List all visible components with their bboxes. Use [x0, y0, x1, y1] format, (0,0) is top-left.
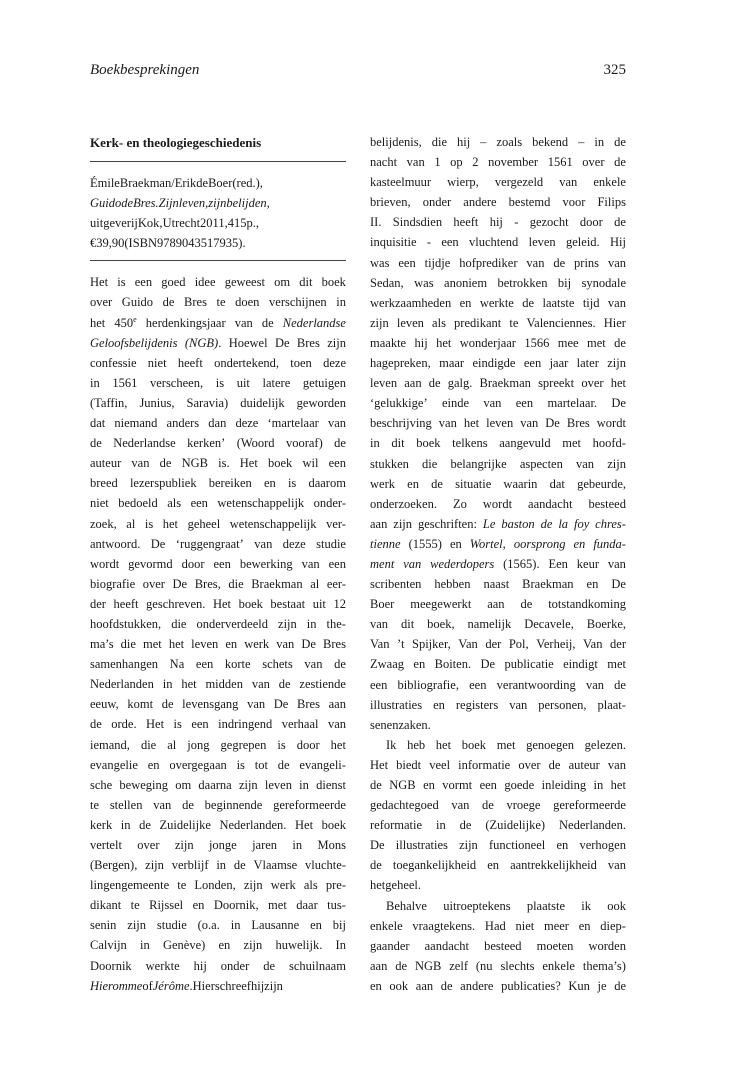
- text-line: Nederlanden in het midden van de zestiende: [90, 677, 346, 692]
- text-line: sen en zaken.: [370, 717, 431, 732]
- text-line: werkzaamheden en werkte de laatste tijd van: [370, 295, 626, 310]
- text-line: van dit boek, namelijk Decavele, Boerke,: [370, 617, 626, 632]
- text-line: iemand, die al jong gegrepen is door het: [90, 737, 346, 752]
- text-line: Hieromme of Jérôme. Hier schreef hij zijn: [90, 978, 283, 993]
- right-column: [370, 132, 626, 996]
- text-line: ment van wederdopers (1565). Een keur van: [370, 556, 626, 571]
- text-line: uitgeverij Kok, Utrecht 2011, 415 p.,: [90, 216, 259, 231]
- text-line: de Nederlandse kerken’ (Woord vooraf) de: [90, 436, 346, 451]
- text-line: Sedan, was anoniem betrokken bij synodale: [370, 275, 626, 290]
- text-line: hoofdstukken, die onderverdeeld zijn in the-: [90, 616, 346, 631]
- text-line: scribenten hebben naast Braekman en De: [370, 577, 626, 592]
- text-line: der heeft geschreven. Het boek bestaat uit 12: [90, 596, 346, 611]
- text-line: eeuw, komt de levensgang van De Bres aan: [90, 697, 346, 712]
- left-column-body: [90, 272, 346, 995]
- text-line: de toegankelijkheid en aantrekkelijkheid van: [370, 858, 626, 873]
- section-heading: Kerk- en theologiegeschiedenis: [90, 135, 262, 150]
- left-column: [90, 132, 346, 996]
- text-line: Het is een goed idee geweest om dit boek: [90, 275, 346, 290]
- page-number: 325: [603, 62, 626, 78]
- text-line: stukken die belangrijke aspecten van zijn: [370, 456, 626, 471]
- text-line: gedachtegoed van de vroege gereformeerde: [370, 798, 626, 813]
- text-line: maakte hij het wonderjaar 1566 mee met de: [370, 335, 626, 350]
- text-line: reformatie in de (Zuidelijke) Nederlanden.: [370, 818, 626, 833]
- text-line: Émile Braekman / Erik de Boer (red.),: [90, 176, 263, 190]
- text-line: enkele vraagtekens. Had niet meer en diep-: [370, 918, 626, 933]
- text-line: € 39,90 (ISBN 9789043517935).: [90, 236, 246, 251]
- rule-bottom: [90, 260, 346, 261]
- text-line: Zwaag en Boiten. De publicatie eindigt met: [370, 657, 626, 672]
- text-line: zijn leven als predikant te Valenciennes. Hier: [370, 315, 626, 330]
- text-line: aan zijn geschriften: Le baston de la foy chres-: [370, 516, 626, 531]
- text-line: het geheel.: [370, 878, 422, 893]
- text-line: onderzoeken. Zo wordt aandacht besteed: [370, 496, 626, 511]
- text-line: brieven, onder andere bestemd voor Filips: [370, 195, 626, 210]
- text-line: leven aan de galg. Braekman spreekt over het: [370, 376, 626, 391]
- text-line: kerk in de Zuidelijke Nederlanden. Het boek: [90, 817, 346, 832]
- text-line: te stellen van de beginnende gereformeerde: [90, 797, 346, 812]
- text-line: dat niemand anders dan deze ‘martelaar van: [90, 416, 346, 431]
- text-line: confessie niet heeft ondertekend, toen deze: [90, 355, 346, 370]
- text-line: werk en de situatie waarin dat gebeurde,: [370, 476, 626, 491]
- text-line: Doornik werkte hij onder de schuilnaam: [90, 958, 346, 973]
- text-line: antwoord. De ‘ruggengraat’ van deze studie: [90, 536, 346, 551]
- running-head: [0, 62, 738, 86]
- text-line: dikant te Rijssel en Doornik, met daar tus-: [90, 898, 346, 913]
- text-line: senin zijn studie (o.a. in Lausanne en bij: [90, 918, 346, 933]
- text-line: niet bedoeld als een wetenschappelijk onder-: [90, 496, 346, 511]
- text-line: in dit boek telkens aangevuld met hoofd-: [370, 436, 626, 451]
- text-line: vertelt over zijn jonge jaren in Mons: [90, 838, 346, 852]
- text-line: Calvijn in Genève) en zijn huwelijk. In: [90, 938, 346, 953]
- text-line: tienne (1555) en Wortel, oorsprong en funda-: [370, 536, 626, 551]
- text-line: was een tijdje hofprediker van de prins van: [370, 255, 626, 270]
- text-line: inquisitie - een vluchtend leven geleid. Hij: [370, 235, 626, 250]
- text-line: wordt gevormd door een bewerking van een: [90, 556, 346, 571]
- text-line: De illustraties zijn functioneel en verhogen: [370, 838, 626, 853]
- text-line: kasteelmuur wierp, vergezeld van enkele: [370, 175, 626, 190]
- text-line: auteur van de NGB is. Het boek wil een: [90, 456, 346, 471]
- text-line: Guido de Bres. Zijn leven, zijn belijden,: [90, 196, 270, 211]
- text-line: lingengemeente te Londen, zijn werk als pre-: [90, 878, 346, 893]
- text-line: (Taffin, Junius, Saravia) duidelijk geworden: [90, 395, 346, 410]
- text-line: een bibliografie, een verantwoording van de: [370, 677, 626, 692]
- text-line: over Guido de Bres te doen verschijnen in: [90, 295, 346, 310]
- text-line: de NGB en vormt een goede inleiding in het: [370, 778, 626, 792]
- text-line: beschrijving van het leven van De Bres wordt: [370, 416, 626, 431]
- text-line: sche beweging om daarna zijn leven in dienst: [90, 777, 346, 792]
- text-line: Behalve uitroeptekens plaatste ik ook: [386, 898, 626, 913]
- text-line: aan de NGB zelf (nu slechts enkele thema’s): [370, 958, 626, 973]
- text-line: illustraties en registers van personen, plaat-: [370, 697, 626, 712]
- text-line: ma’s die met het leven en werk van De Bres: [90, 637, 346, 652]
- text-line: nacht van 1 op 2 november 1561 over de: [370, 155, 626, 170]
- text-line: evangelie en overgegaan is tot de evangeli-: [90, 757, 346, 772]
- text-line: Ik heb het boek met genoegen gelezen.: [386, 737, 626, 752]
- text-line: de orde. Het is een indringend verhaal van: [90, 717, 346, 732]
- text-line: en ook aan de andere publicaties? Kun je de: [370, 978, 626, 993]
- text-line: zoek, al is het geheel wetenschappelijk ver-: [90, 516, 346, 531]
- text-line: breed lezerspubliek bereiken en is daarom: [90, 476, 346, 491]
- running-head-title: Boekbesprekingen: [90, 62, 200, 78]
- text-line: II. Sindsdien heeft hij - gezocht door de: [370, 215, 626, 230]
- rule-top: [90, 161, 346, 162]
- text-line: belijdenis, die hij – zoals bekend – in de: [370, 135, 626, 149]
- text-line: Het biedt veel informatie over de auteur van: [370, 757, 626, 772]
- right-column-body: [370, 132, 626, 996]
- text-line: het 450e herdenkingsjaar van de Nederlandse: [90, 314, 346, 330]
- bibliographic-entry: [90, 173, 346, 253]
- text-line: Van ’t Spijker, Van der Pol, Verheij, Van der: [370, 637, 626, 652]
- text-line: gaander aandacht besteed moeten worden: [370, 938, 626, 953]
- text-line: samenhangen Na een korte schets van de: [90, 657, 346, 672]
- text-line: (Bergen), zijn verblijf in de Vlaamse vluchte-: [90, 858, 346, 873]
- text-line: biografie over De Bres, die Braekman al eer-: [90, 576, 346, 591]
- text-line: Geloofsbelijdenis (NGB). Hoewel De Bres zijn: [90, 335, 346, 350]
- text-line: in 1561 verscheen, is uit latere getuigen: [90, 375, 346, 390]
- text-line: ‘gelukkige’ einde van een martelaar. De: [370, 396, 626, 411]
- text-line: Boer meegewerkt aan de totstandkoming: [370, 597, 626, 612]
- text-line: hagepreken, maar eindigde een jaar later zijn: [370, 356, 626, 371]
